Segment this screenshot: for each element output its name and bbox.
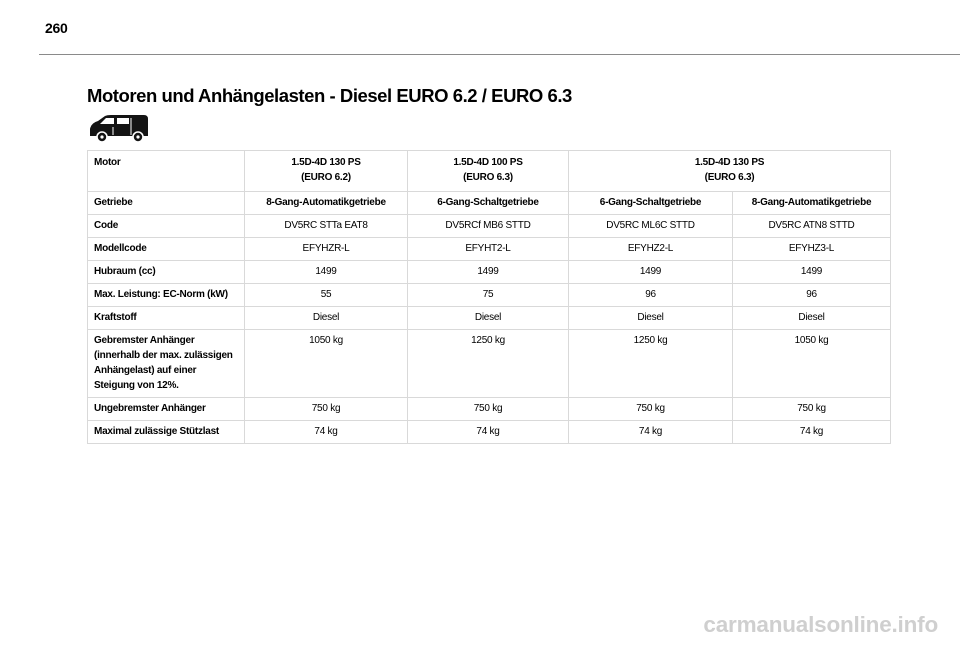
table-cell: 74 kg xyxy=(569,421,733,444)
table-cell: 1250 kg xyxy=(408,330,569,398)
table-cell: DV5RCf MB6 STTD xyxy=(408,215,569,238)
table-cell: EFYHZ2-L xyxy=(569,238,733,261)
row-label: Modellcode xyxy=(88,238,245,261)
table-row-gebremster-anhaenger xyxy=(88,330,891,398)
watermark: carmanualsonline.info xyxy=(703,612,938,637)
table-cell: 1499 xyxy=(569,261,733,284)
table-cell: 1050 kg xyxy=(245,330,408,398)
table-row-kraftstoff xyxy=(88,307,891,330)
table-row-leistung xyxy=(88,284,891,307)
engine-norm: (EURO 6.3) xyxy=(463,172,513,183)
table-row-code xyxy=(88,215,891,238)
table-cell: 74 kg xyxy=(408,421,569,444)
row-label: Code xyxy=(88,215,245,238)
engine-spec-table xyxy=(87,150,891,444)
header-rule xyxy=(39,54,960,55)
motor-label: Motor xyxy=(88,151,245,192)
table-cell: 96 xyxy=(733,284,891,307)
engine-name: 1.5D-4D 130 PS xyxy=(694,157,765,168)
engine-norm: (EURO 6.3) xyxy=(704,172,755,183)
table-cell: DV5RC STTa EAT8 xyxy=(245,215,408,238)
table-cell: EFYHT2-L xyxy=(408,238,569,261)
table-cell: 750 kg xyxy=(569,398,733,421)
table-cell: 1499 xyxy=(733,261,891,284)
table-cell: EFYHZR-L xyxy=(245,238,408,261)
table-cell: 750 kg xyxy=(733,398,891,421)
engine-header-3 xyxy=(569,151,891,192)
table-cell: Diesel xyxy=(408,307,569,330)
van-icon xyxy=(87,113,151,143)
page-number: 260 xyxy=(45,20,68,36)
table-header-row xyxy=(88,151,891,192)
table-row-stuetzlast xyxy=(88,421,891,444)
table-cell: 1250 kg xyxy=(569,330,733,398)
engine-header-1 xyxy=(245,151,408,192)
table-cell: EFYHZ3-L xyxy=(733,238,891,261)
table-row-hubraum xyxy=(88,261,891,284)
table-cell: 750 kg xyxy=(245,398,408,421)
table-cell: 74 kg xyxy=(245,421,408,444)
engine-name: 1.5D-4D 130 PS xyxy=(291,157,361,168)
table-cell: 750 kg xyxy=(408,398,569,421)
page-title: Motoren und Anhängelasten - Diesel EURO 6.2 / EURO 6.3 xyxy=(87,85,572,106)
engine-header-2 xyxy=(408,151,569,192)
table-cell: 8-Gang-Automatikgetriebe xyxy=(245,192,408,215)
row-label: Getriebe xyxy=(88,192,245,215)
table-cell: 96 xyxy=(569,284,733,307)
engine-name: 1.5D-4D 100 PS xyxy=(453,157,523,168)
engine-norm: (EURO 6.2) xyxy=(301,172,351,183)
row-label: Hubraum (cc) xyxy=(88,261,245,284)
table-cell: DV5RC ML6C STTD xyxy=(569,215,733,238)
table-cell: DV5RC ATN8 STTD xyxy=(733,215,891,238)
table-cell: 8-Gang-Automatikgetriebe xyxy=(733,192,891,215)
table-cell: Diesel xyxy=(569,307,733,330)
table-cell: 55 xyxy=(245,284,408,307)
row-label: Gebremster Anhänger (innerhalb der max. zulässigen Anhängelast) auf einer Steigung von 12%. xyxy=(88,330,245,398)
row-label: Kraftstoff xyxy=(88,307,245,330)
row-label: Max. Leistung: EC-Norm (kW) xyxy=(88,284,245,307)
table-cell: Diesel xyxy=(245,307,408,330)
table-cell: 1050 kg xyxy=(733,330,891,398)
table-cell: 74 kg xyxy=(733,421,891,444)
row-label: Maximal zulässige Stützlast xyxy=(88,421,245,444)
table-row-getriebe xyxy=(88,192,891,215)
table-cell: 75 xyxy=(408,284,569,307)
table-cell: 6-Gang-Schaltgetriebe xyxy=(569,192,733,215)
table-cell: 1499 xyxy=(245,261,408,284)
row-label: Ungebremster Anhänger xyxy=(88,398,245,421)
table-cell: 1499 xyxy=(408,261,569,284)
table-row-ungebremster-anhaenger xyxy=(88,398,891,421)
table-cell: Diesel xyxy=(733,307,891,330)
table-cell: 6-Gang-Schaltgetriebe xyxy=(408,192,569,215)
table-row-modellcode xyxy=(88,238,891,261)
vehicle-icon-container xyxy=(87,113,151,143)
